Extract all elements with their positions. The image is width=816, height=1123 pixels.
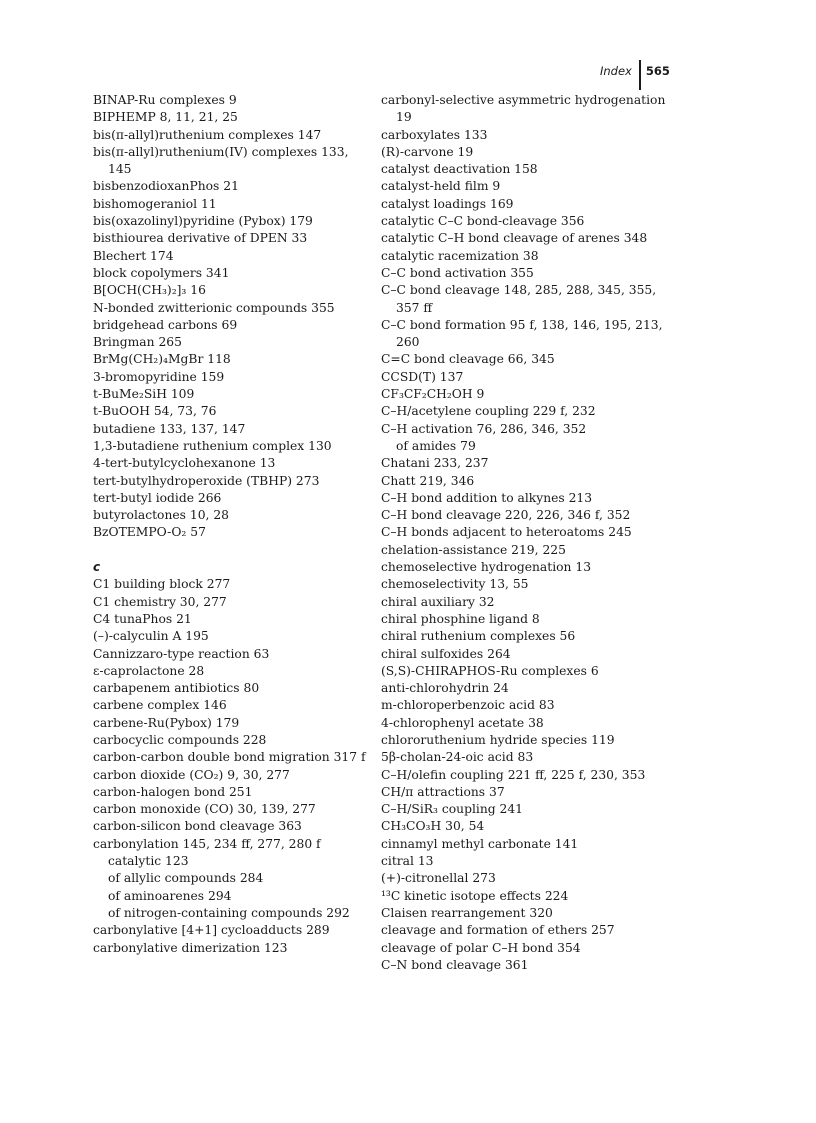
index-entry-continuation: 145 [108,162,132,177]
index-entry: 5β-cholan-24-oic acid 83 [381,750,534,765]
index-entry: bisbenzodioxanPhos 21 [93,179,239,194]
index-subentry: of allylic compounds 284 [108,871,264,886]
index-entry: cleavage and formation of ethers 257 [381,923,615,938]
index-entry: CH/π attractions 37 [381,784,505,799]
index-entry: catalytic C–H bond cleavage of arenes 348 [381,231,648,246]
index-entry: C–H bond cleavage 220, 226, 346 f, 352 [381,508,631,523]
index-entry: C1 building block 277 [93,577,231,592]
index-entry: chiral auxiliary 32 [381,594,495,609]
index-entry: N-bonded zwitterionic compounds 355 [93,300,335,315]
index-entry: bis(π-allyl)ruthenium complexes 147 [93,127,322,142]
index-entry: carbonylative dimerization 123 [93,940,288,955]
index-entry: BrMg(CH₂)₄MgBr 118 [93,352,231,367]
index-entry: (+)-citronellal 273 [381,871,496,886]
index-entry: butyrolactones 10, 28 [93,508,229,523]
index-entry: Claisen rearrangement 320 [381,905,553,920]
index-entry: Chatt 219, 346 [381,473,475,488]
index-entry: carbapenem antibiotics 80 [93,681,260,696]
index-subentry: catalytic 123 [108,854,189,869]
index-entry: butadiene 133, 137, 147 [93,421,246,436]
index-entry: Chatani 233, 237 [381,456,489,471]
section-title: Index [600,64,632,78]
index-entry: chiral phosphine ligand 8 [381,611,540,626]
index-entry: t-BuOOH 54, 73, 76 [93,404,217,419]
section-letter-heading: c [93,560,101,575]
index-column-right [381,92,666,974]
index-entry: CH₃CO₃H 30, 54 [381,819,485,834]
index-entry: t-BuMe₂SiH 109 [93,387,195,402]
index-entry: C–H activation 76, 286, 346, 352 [381,421,587,436]
index-entry: tert-butylhydroperoxide (TBHP) 273 [93,473,320,488]
index-entry: C–H/acetylene coupling 229 f, 232 [381,404,596,419]
index-entry: C–H/olefin coupling 221 ff, 225 f, 230, 353 [381,767,646,782]
index-entry: catalyst deactivation 158 [381,162,538,177]
index-entry: C–H bonds adjacent to heteroatoms 245 [381,525,632,540]
index-entry: 4-chlorophenyl acetate 38 [381,715,544,730]
index-entry: Cannizzaro-type reaction 63 [93,646,270,661]
index-entry: C–H bond addition to alkynes 213 [381,490,593,505]
index-entry: catalyst-held film 9 [381,179,501,194]
index-entry: 1,3-butadiene ruthenium complex 130 [93,438,332,453]
index-entry: carbon-carbon double bond migration 317 f [93,750,366,765]
index-entry: chemoselective hydrogenation 13 [381,560,592,575]
index-entry: BzOTEMPO-O₂ 57 [93,525,206,540]
index-entry: BIPHEMP 8, 11, 21, 25 [93,110,238,125]
index-entry: Bringman 265 [93,335,182,350]
index-entry: C4 tunaPhos 21 [93,611,192,626]
index-entry: CF₃CF₂CH₂OH 9 [381,387,485,402]
index-entry: carbon dioxide (CO₂) 9, 30, 277 [93,767,290,782]
index-entry: chemoselectivity 13, 55 [381,577,529,592]
index-entry: catalytic racemization 38 [381,248,539,263]
index-entry: tert-butyl iodide 266 [93,490,222,505]
index-entry: ¹³C kinetic isotope effects 224 [381,888,569,903]
index-entry-continuation: 260 [396,335,420,350]
index-entry: BINAP-Ru complexes 9 [93,93,237,107]
index-entry: Blechert 174 [93,248,174,263]
index-entry: m-chloroperbenzoic acid 83 [381,698,555,713]
index-entry: C=C bond cleavage 66, 345 [381,352,555,367]
index-entry: carbonylative [4+1] cycloadducts 289 [93,923,330,938]
index-subentry: of amides 79 [396,438,476,453]
index-entry: 3-bromopyridine 159 [93,369,225,384]
index-entry: C–H/SiR₃ coupling 241 [381,802,523,817]
index-entry: chelation-assistance 219, 225 [381,542,566,557]
index-entry: carbon-halogen bond 251 [93,784,253,799]
index-entry: C–N bond cleavage 361 [381,957,529,972]
index-entry: CCSD(T) 137 [381,369,464,384]
index-entry: catalytic C–C bond-cleavage 356 [381,214,585,229]
index-entry: bishomogeraniol 11 [93,196,217,211]
index-entry: catalyst loadings 169 [381,196,514,211]
index-entry: carboxylates 133 [381,127,488,142]
index-entry: C–C bond formation 95 f, 138, 146, 195, 213, [381,317,663,332]
page-number: 565 [645,64,670,78]
index-entry: bis(oxazolinyl)pyridine (Pybox) 179 [93,214,313,229]
index-entry: carbon-silicon bond cleavage 363 [93,819,302,834]
index-entry: C–C bond activation 355 [381,265,534,280]
index-entry: ε-caprolactone 28 [93,663,205,678]
index-entry: cleavage of polar C–H bond 354 [381,940,581,955]
index-entry: citral 13 [381,854,434,869]
index-entry: cinnamyl methyl carbonate 141 [381,836,579,851]
index-entry: block copolymers 341 [93,265,230,280]
index-entry: carbonylation 145, 234 ff, 277, 280 f [93,836,321,851]
index-entry-continuation: 19 [396,110,412,125]
index-subentry: of aminoarenes 294 [108,888,232,903]
index-entry: anti-chlorohydrin 24 [381,681,509,696]
index-entry: carbene-Ru(Pybox) 179 [93,715,240,730]
index-entry: chlororuthenium hydride species 119 [381,732,615,747]
index-column-left [93,92,366,957]
index-entry: 4-tert-butylcyclohexanone 13 [93,456,276,471]
index-entry: carbon monoxide (CO) 30, 139, 277 [93,802,316,817]
index-entry: carbene complex 146 [93,698,227,713]
running-head [600,60,670,92]
index-entry: chiral sulfoxides 264 [381,646,511,661]
index-entry: bis(π-allyl)ruthenium(IV) complexes 133, [93,144,349,159]
index-entry: carbonyl-selective asymmetric hydrogenation [381,93,666,107]
index-entry-continuation: 357 ff [396,300,433,315]
index-entry: B[OCH(CH₃)₂]₃ 16 [93,283,206,298]
index-entry: (–)-calyculin A 195 [93,629,209,644]
index-subentry: of nitrogen-containing compounds 292 [108,905,350,920]
index-entry: chiral ruthenium complexes 56 [381,629,576,644]
index-entry: bridgehead carbons 69 [93,317,238,332]
index-entry: bisthiourea derivative of DPEN 33 [93,231,308,246]
index-entry: (S,S)-CHIRAPHOS-Ru complexes 6 [381,663,599,678]
index-entry: C–C bond cleavage 148, 285, 288, 345, 355, [381,283,657,298]
index-entry: (R)-carvone 19 [381,144,474,159]
index-entry: carbocyclic compounds 228 [93,732,267,747]
index-entry: C1 chemistry 30, 277 [93,594,227,609]
